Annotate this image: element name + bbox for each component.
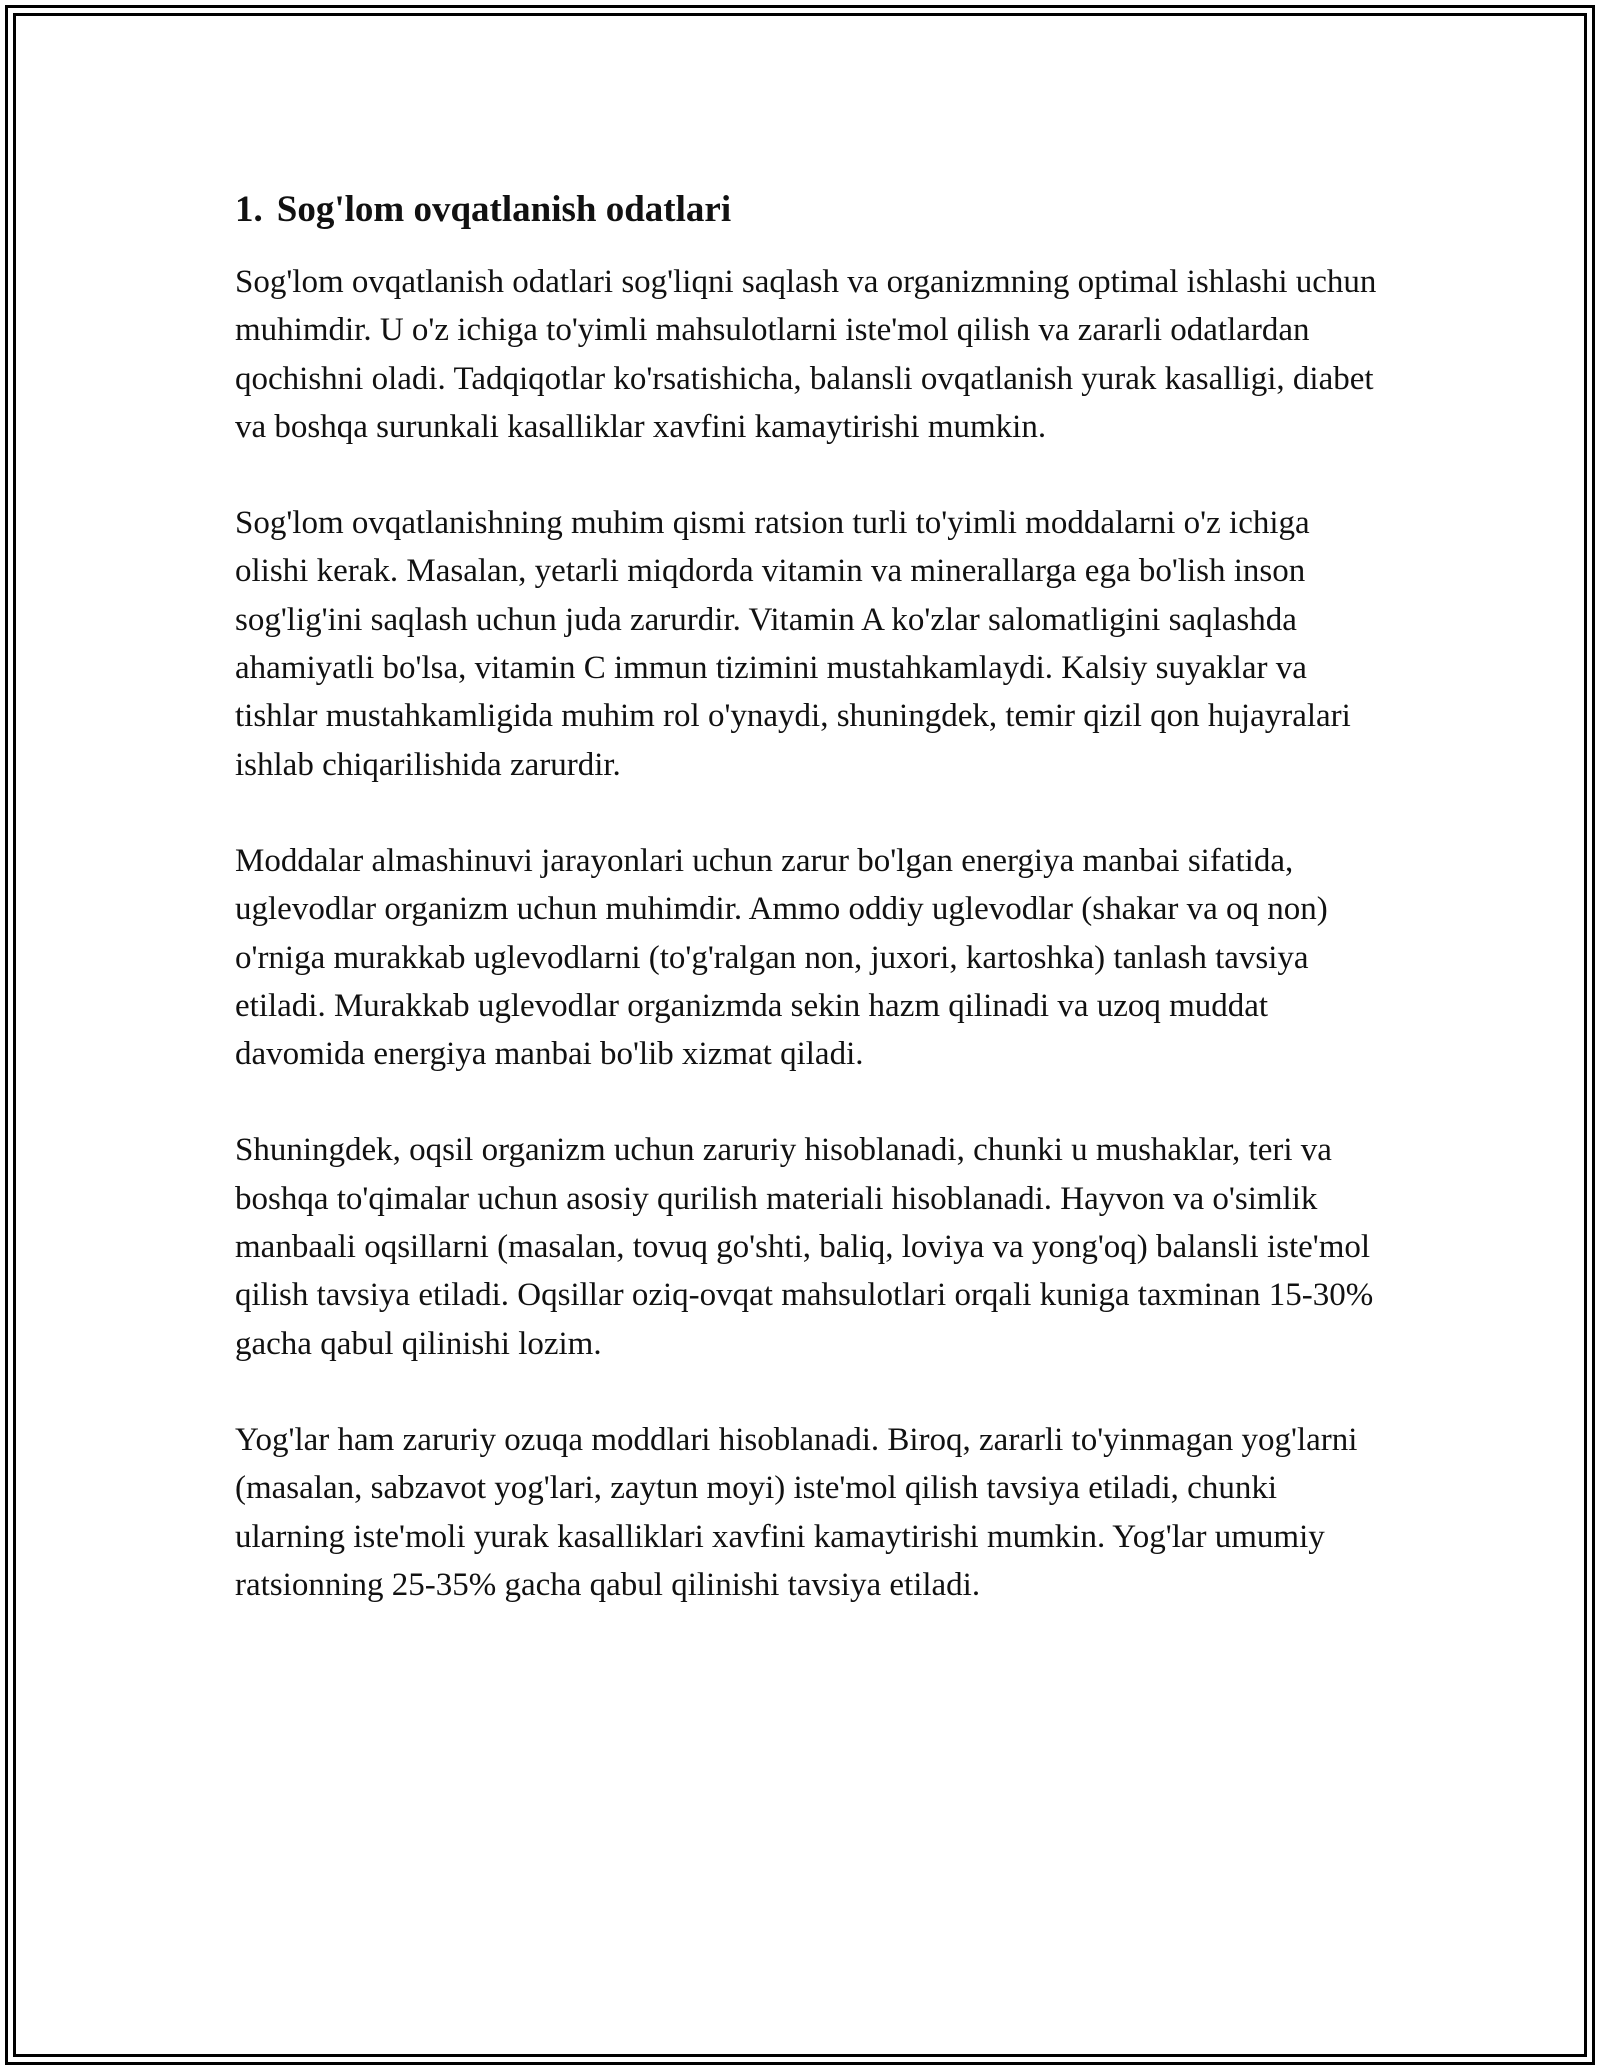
section-title: Sog'lom ovqatlanish odatlari bbox=[276, 189, 732, 230]
paragraph-intro: Sog'lom ovqatlanish odatlari sog'liqni saqlash va organizmning optimal ishlashi uchun muhimdir. U o'z ichiga to'yimli mahsulotlarni iste'mol qilish va zararli odatlardan qochishni oladi. Tadqiqotlar ko'rsatishicha, balansli ovqatlanish yurak kasalligi, diabet va boshqa surunkali kasalliklar xavfini kamaytirishi mumkin. bbox=[235, 264, 1377, 445]
paragraph-fats: Yog'lar ham zaruriy ozuqa moddlari hisoblanadi. Biroq, zararli to'yinmagan yog'larni (masalan, sabzavot yog'lari, zaytun moyi) iste'mol qilish tavsiya etiladi, chunki ularning iste'moli yurak kasalliklari xavfini kamaytirishi mumkin. Yog'lar umumiy ratsionning 25-35% gacha qabul qilinishi tavsiya etiladi. bbox=[235, 1421, 1358, 1603]
paragraph-carbohydrates: Moddalar almashinuvi jarayonlari uchun zarur bo'lgan energiya manbai sifatida, uglevodlar organizm uchun muhimdir. Ammo oddiy uglevodlar (shakar va oq non) o'rniga murakkab uglevodlarni (to'g'ralgan non, juxori, kartoshka) tanlash tavsiya etiladi. Murakkab uglevodlar organizmda sekin hazm qilinadi va uzoq muddat davomida energiya manbai bo'lib xizmat qiladi. bbox=[235, 842, 1328, 1073]
document-body bbox=[235, 186, 1385, 1657]
paragraph-nutrients: Sog'lom ovqatlanishning muhim qismi ratsion turli to'yimli moddalarni o'z ichiga olishi kerak. Masalan, yetarli miqdorda vitamin va minerallarga ega bo'lish inson sog'lig'ini saqlash uchun juda zarurdir. Vitamin A ko'zlar salomatligini saqlashda ahamiyatli bo'lsa, vitamin C immun tizimini mustahkamlaydi. Kalsiy suyaklar va tishlar mustahkamligida muhim rol o'ynaydi, shuningdek, temir qizil qon hujayralari ishlab chiqarilishida zarurdir. bbox=[235, 505, 1351, 783]
section-number: 1. bbox=[235, 189, 263, 230]
section-heading bbox=[235, 186, 1385, 234]
paragraph-protein: Shuningdek, oqsil organizm uchun zaruriy hisoblanadi, chunki u mushaklar, teri va boshqa to'qimalar uchun asosiy qurilish materiali hisoblanadi. Hayvon va o'simlik manbaali oqsillarni (masalan, tovuq go'shti, baliq, loviya va yong'oq) balansli iste'mol qilish tavsiya etiladi. Oqsillar oziq-ovqat mahsulotlari orqali kuniga taxminan 15-30% gacha qabul qilinishi lozim. bbox=[235, 1132, 1374, 1362]
